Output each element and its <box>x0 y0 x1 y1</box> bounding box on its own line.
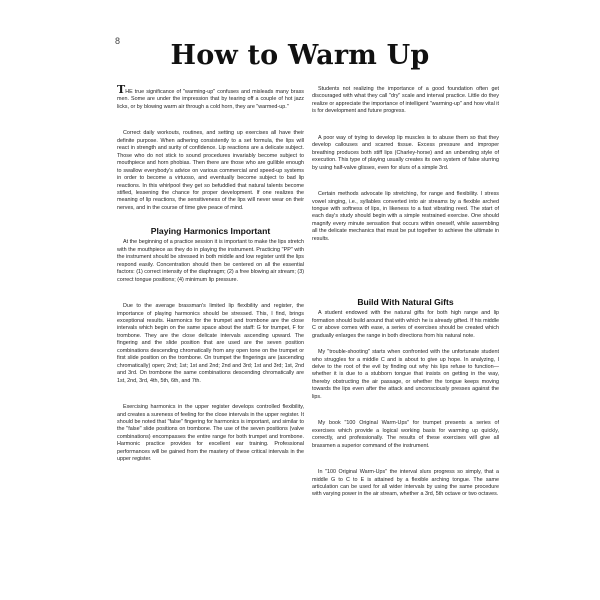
paragraph-foundation: Students not realizing the importance of a good foundation often get discouraged with what they call "dry" scale and interval practice. Little do they realize or appreciate the importance of intelligent "warming-up" and how vital it is for development and future progress. <box>312 86 499 115</box>
drop-cap: T <box>117 83 126 96</box>
page-title: How to Warm Up <box>170 40 430 71</box>
paragraph-practice-session: At the beginning of a practice session it is important to make the lips stretch with the mouthpiece as they do in playing the instrument. Practicing "PP" with the instrument should be stressed in both middle and low register until the lips respond easily. Concentration should then be centered on all the essential factors: (1) correct intensity of the diaphragm; (2) a free blowing air stream; (3) correct tongue positions; (4) minimum lip pressure. <box>117 239 304 283</box>
paragraph-daily-workouts: Correct daily workouts, routines, and setting up exercises all have their definite purpose. When adhering consistently to a set formula, the lips will react in strength and surity of confidence. Lip reactions are a delicate subject. Those who do not stick to sound procedures invariably become subject to mouthpiece and horn phobias. Then there are those who are gullible enough to swallow everybody's advice on various commercial and speed-up systems in order to become a virtuoso, and eventually become subject to bad lip reactions. In this whirlpool they get so befuddled that natural talents become stifled, lessening the chance for proper development. If one realizes the meaning of lip reactions, the sensitiveness of the lips will never wear on their nerves, and in the course of time give peace of mind. <box>117 130 304 211</box>
paragraph-trouble-shooting: My "trouble-shooting" starts when confronted with the unfortunate student who struggles for a middle C and is about to give up hope. In analyzing, I delve to the root of the evil by finding out why his lips refuse to function—whether it is due to a stubborn tongue that insists on getting in the way, thereby obstructing the air passage, or whether the tongue keeps moving towards the lips even after the attack and unconsciously presses against the lips. <box>312 349 499 400</box>
paragraph-harmonics-intervals: Due to the average brassman's limited lip flexibility and register, the importance of playing harmonics should be stressed. This, I find, brings exceptional results. Harmonics for the trumpet and trombone are the close intervals which begin on the same space about the staff: G for trumpet, F for trombone. They are the close delicate intervals ascending upward. The fingering and the slide position that are used are the seven position combinations descending chromatically from any open tone on the trumpet or first slide position on the trombone. On trumpet the fingerings are (ascending chromatically) open; 2nd; 1st; 1st and 2nd; 2nd and 3rd; 1st and 3rd; 1st, 2nd and 3rd. On trombone the same combinations descending chromatically are 1st, 2nd, 3rd, 4th, 5th, 6th, and 7th. <box>117 303 304 384</box>
paragraph-upper-register: Exercising harmonics in the upper register develops controlled flexibility, and creates a sureness of feeling for the close intervals in the upper register. It should be noted that "false" fingering for harmonics is important, and similar to the "false" slide positions on trombone. The use of the seven positions (valve combinations) encompasses the entire range for both trumpet and trombone. Harmonic practice provides for excellent ear training. Professional performances will be gained from the mastery of these critical intervals in the upper register. <box>117 404 304 463</box>
paragraph-interval-slurs: In "100 Original Warm-Ups" the interval slurs progress so simply, that a middle G to C to E is attained by a flexible arching tongue. The same articulation can be used for all wider intervals by using the same procedure with varying power in the air stream, whether a 3rd, 5th octave or two octaves. <box>312 469 499 498</box>
heading-natural-gifts: Build With Natural Gifts <box>357 297 454 308</box>
intro-paragraph <box>117 83 304 111</box>
paragraph-lip-stretching: Certain methods advocate lip stretching, for range and flexibility. I stress vowel singing, i.e., syllables converted into air streams by a flexible arched tongue with softness of lips, in likeness to a fast vibrating reed. The start of each day's study should begin with a simple restrained exercise. One should magnify every minute sensation that occurs within oneself, while assembling all the delicate mechanics that must be put together to achieve the ultimate in results. <box>312 191 499 242</box>
paragraph-natural-gifts: A student endowed with the natural gifts for both high range and lip formation should build around that with which he is already gifted. If his middle C or above comes with ease, a series of exercises should be created which gradually enlarges the range in both directions from his natural note. <box>312 310 499 339</box>
page-number: 8 <box>115 36 121 46</box>
paragraph-lip-muscles: A poor way of trying to develop lip muscles is to abuse them so that they develop callouses and scarred tissue. Excess pressure and improper breathing produces both stiff lips (Charley-horse) and an unbending style of execution. This type of playing usually creates its own system of false slurring by using half-valve glisses, even for slurs of a simple 3rd. <box>312 134 499 171</box>
intro-paragraph-text: HE true significance of "warming-up" confuses and misleads many brass men. Some are under the impression that by tearing off a couple of hot jazz licks, or by blowing warm air through a cold horn, they are "warmed-up." <box>117 89 304 110</box>
left-column <box>117 83 304 473</box>
heading-playing-harmonics: Playing Harmonics Important <box>150 226 271 237</box>
right-column <box>312 86 499 508</box>
paragraph-warm-ups-book: My book "100 Original Warm-Ups" for trumpet presents a series of exercises which provide a logical working basis for warming up quickly, correctly, and professionally. The results of these exercises will give all brassmen a superior command of the instrument. <box>312 420 499 449</box>
